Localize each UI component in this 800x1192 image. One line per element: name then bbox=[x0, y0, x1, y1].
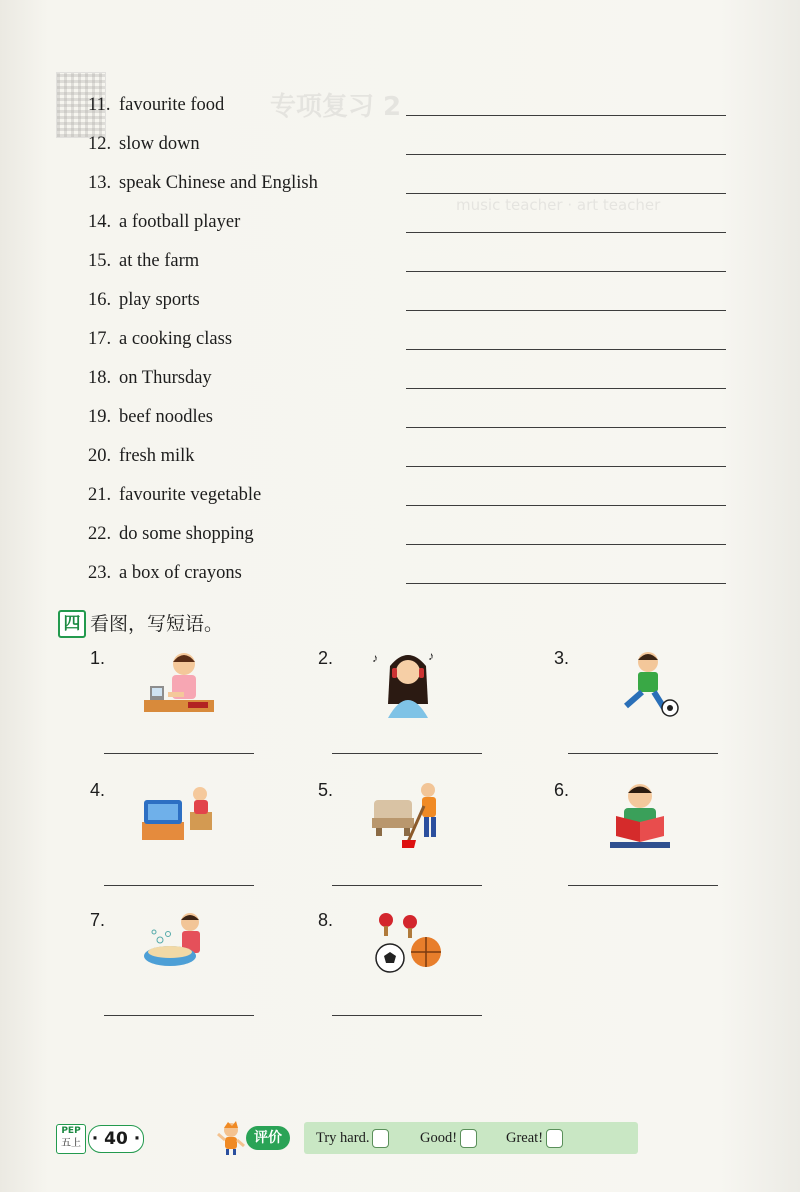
list-item bbox=[88, 168, 728, 198]
checkbox[interactable] bbox=[372, 1129, 389, 1148]
item-number: 11. bbox=[88, 95, 111, 115]
answer-line[interactable] bbox=[406, 193, 726, 194]
section-number-badge: 四 bbox=[58, 610, 86, 638]
answer-line[interactable] bbox=[406, 466, 726, 467]
list-item bbox=[88, 441, 728, 471]
edition-badge bbox=[56, 1124, 86, 1154]
bleed-through: music teacher · art teacher bbox=[456, 196, 661, 214]
list-item bbox=[88, 363, 728, 393]
eval-option-label: Great! bbox=[506, 1130, 544, 1146]
item-number: 16. bbox=[88, 290, 112, 310]
picture-item bbox=[90, 648, 300, 768]
answer-line[interactable] bbox=[406, 427, 726, 428]
eval-option-label: Good! bbox=[420, 1130, 458, 1146]
answer-line[interactable] bbox=[406, 349, 726, 350]
list-item bbox=[88, 129, 728, 159]
item-phrase: beef noodles bbox=[119, 407, 214, 427]
boy-reading-book-icon bbox=[604, 780, 684, 852]
list-item bbox=[88, 519, 728, 549]
item-phrase: speak Chinese and English bbox=[119, 173, 318, 193]
item-phrase: fresh milk bbox=[119, 446, 195, 466]
checkbox[interactable] bbox=[546, 1129, 563, 1148]
answer-line[interactable] bbox=[406, 310, 726, 311]
picture-number: 5. bbox=[318, 780, 334, 800]
boy-using-computer-icon bbox=[140, 648, 220, 720]
picture-number: 7. bbox=[90, 910, 106, 930]
picture-item bbox=[90, 780, 300, 900]
girl-watching-tv-icon bbox=[140, 780, 220, 852]
list-item bbox=[88, 246, 728, 276]
picture-number: 2. bbox=[318, 648, 334, 668]
item-number: 13. bbox=[88, 173, 112, 193]
edition-code: PEP bbox=[61, 1126, 81, 1136]
bleed-through: 专项复习 2 bbox=[270, 92, 402, 122]
picture-number: 8. bbox=[318, 910, 334, 930]
answer-line[interactable] bbox=[406, 544, 726, 545]
picture-item bbox=[554, 648, 764, 768]
answer-line[interactable] bbox=[406, 232, 726, 233]
answer-line[interactable] bbox=[104, 753, 254, 754]
answer-line[interactable] bbox=[568, 885, 718, 886]
picture-item bbox=[318, 648, 528, 768]
boy-sweeping-floor-icon bbox=[368, 780, 448, 852]
list-item bbox=[88, 324, 728, 354]
item-number: 18. bbox=[88, 368, 112, 388]
item-phrase: do some shopping bbox=[119, 524, 254, 544]
item-phrase: a box of crayons bbox=[119, 563, 242, 583]
item-number: 14. bbox=[88, 212, 112, 232]
list-item bbox=[88, 207, 728, 237]
answer-line[interactable] bbox=[406, 154, 726, 155]
page-footer bbox=[56, 1120, 616, 1156]
grade-label: 五上 bbox=[61, 1138, 81, 1149]
picture-item bbox=[318, 780, 528, 900]
answer-line[interactable] bbox=[406, 115, 726, 116]
item-phrase: on Thursday bbox=[119, 368, 212, 388]
picture-number: 1. bbox=[90, 648, 106, 668]
item-number: 22. bbox=[88, 524, 112, 544]
item-number: 21. bbox=[88, 485, 112, 505]
answer-line[interactable] bbox=[104, 885, 254, 886]
evaluation-box bbox=[304, 1122, 638, 1154]
picture-item bbox=[90, 910, 300, 1030]
answer-line[interactable] bbox=[104, 1015, 254, 1016]
item-phrase: slow down bbox=[119, 134, 200, 154]
answer-line[interactable] bbox=[406, 271, 726, 272]
svg-text:♪: ♪ bbox=[372, 651, 378, 665]
boy-washing-clothes-icon bbox=[140, 910, 220, 982]
eval-option-label: Try hard. bbox=[316, 1130, 370, 1146]
item-phrase: favourite vegetable bbox=[119, 485, 262, 505]
answer-line[interactable] bbox=[406, 505, 726, 506]
item-phrase: a football player bbox=[119, 212, 241, 232]
picture-number: 3. bbox=[554, 648, 570, 668]
evaluation-label: 评价 bbox=[246, 1126, 290, 1150]
eval-option-good[interactable] bbox=[420, 1122, 477, 1154]
list-item bbox=[88, 558, 728, 588]
item-phrase: at the farm bbox=[119, 251, 200, 271]
answer-line[interactable] bbox=[332, 885, 482, 886]
list-item bbox=[88, 480, 728, 510]
item-number: 19. bbox=[88, 407, 112, 427]
section-title: 看图，写短语。 bbox=[90, 613, 224, 635]
checkbox[interactable] bbox=[460, 1129, 477, 1148]
boy-playing-football-icon bbox=[604, 648, 684, 720]
answer-line[interactable] bbox=[406, 583, 726, 584]
list-item bbox=[88, 90, 728, 120]
sports-balls-icon bbox=[368, 910, 448, 982]
answer-line[interactable] bbox=[568, 753, 718, 754]
item-number: 23. bbox=[88, 563, 112, 583]
item-phrase: favourite food bbox=[119, 95, 225, 115]
item-number: 15. bbox=[88, 251, 112, 271]
answer-line[interactable] bbox=[332, 753, 482, 754]
page-number: · 40 · bbox=[88, 1125, 144, 1153]
list-item bbox=[88, 285, 728, 315]
picture-number: 6. bbox=[554, 780, 570, 800]
girl-listening-music-icon bbox=[368, 648, 448, 720]
item-number: 12. bbox=[88, 134, 112, 154]
mascot-icon bbox=[216, 1120, 246, 1156]
item-phrase: play sports bbox=[119, 290, 200, 310]
eval-option-try-hard[interactable] bbox=[316, 1122, 389, 1154]
item-number: 17. bbox=[88, 329, 112, 349]
item-number: 20. bbox=[88, 446, 112, 466]
item-phrase: a cooking class bbox=[119, 329, 233, 349]
answer-line[interactable] bbox=[406, 388, 726, 389]
picture-item bbox=[554, 780, 764, 900]
picture-number: 4. bbox=[90, 780, 106, 800]
picture-item bbox=[318, 910, 528, 1030]
answer-line[interactable] bbox=[332, 1015, 482, 1016]
svg-text:♪: ♪ bbox=[428, 649, 434, 663]
list-item bbox=[88, 402, 728, 432]
eval-option-great[interactable] bbox=[506, 1122, 563, 1154]
